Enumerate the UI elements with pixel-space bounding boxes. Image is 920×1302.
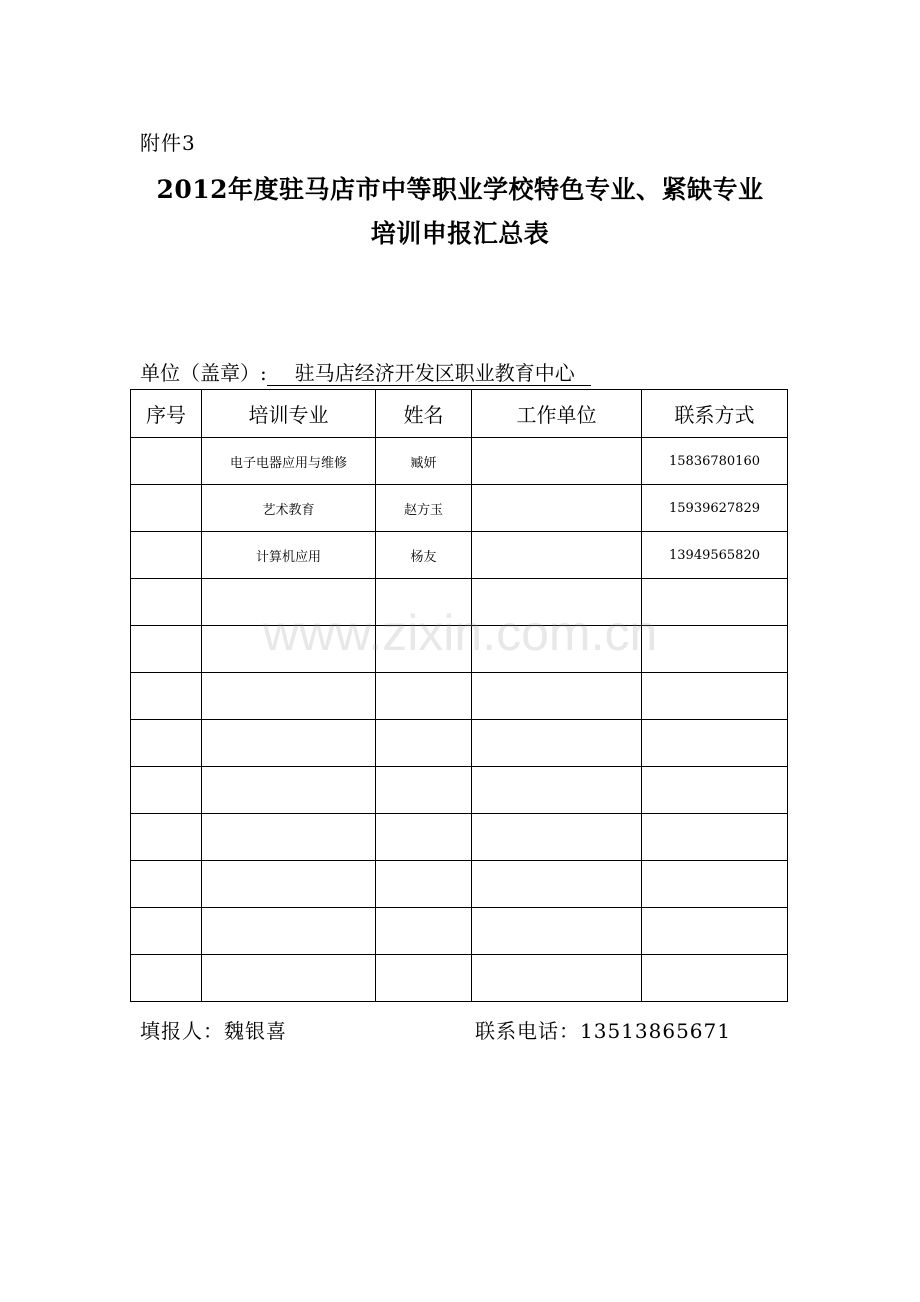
table-row [131,485,788,532]
document-title-line-2: 培训申报汇总表 [370,219,550,248]
watermark: www.zixin.com.cn [262,605,658,661]
cell-training-major: 计算机应用 [202,532,376,579]
table-row [131,579,788,626]
cell-contact [642,955,788,1002]
header-training-major: 培训专业 [202,390,376,438]
contact-phone-label: 联系电话：13513865671 [475,1019,731,1043]
cell-serial-number [131,814,202,861]
cell-name [376,626,472,673]
cell-name [376,720,472,767]
cell-training-major [202,908,376,955]
cell-name [376,861,472,908]
unit-value: 驻马店经济开发区职业教育中心 [267,361,591,386]
cell-serial-number [131,579,202,626]
table-row [131,955,788,1002]
cell-serial-number [131,438,202,485]
cell-training-major [202,814,376,861]
header-contact: 联系方式 [642,390,788,438]
cell-work-unit [472,438,642,485]
cell-training-major: 电子电器应用与维修 [202,438,376,485]
cell-name [376,767,472,814]
cell-work-unit [472,485,642,532]
cell-name [376,814,472,861]
cell-work-unit [472,532,642,579]
cell-contact: 15836780160 [642,438,788,485]
cell-serial-number [131,767,202,814]
unit-line [140,357,591,386]
cell-work-unit [472,767,642,814]
cell-serial-number [131,626,202,673]
cell-contact [642,767,788,814]
cell-training-major [202,861,376,908]
cell-contact [642,861,788,908]
table-row [131,532,788,579]
table-row [131,438,788,485]
cell-training-major [202,579,376,626]
cell-contact [642,579,788,626]
table-row [131,673,788,720]
table-row [131,626,788,673]
cell-serial-number [131,673,202,720]
header-serial-number: 序号 [131,390,202,438]
cell-contact [642,814,788,861]
cell-contact [642,673,788,720]
table-row [131,861,788,908]
cell-training-major [202,626,376,673]
cell-training-major [202,720,376,767]
table-body [131,438,788,1002]
summary-table [130,389,788,1002]
cell-name: 赵方玉 [376,485,472,532]
cell-name [376,579,472,626]
cell-name: 臧妍 [376,438,472,485]
cell-work-unit [472,861,642,908]
cell-serial-number [131,720,202,767]
cell-contact: 13949565820 [642,532,788,579]
document-title-line-1: 2012年度驻马店市中等职业学校特色专业、紧缺专业 [156,175,764,204]
cell-contact [642,908,788,955]
attachment-label: 附件3 [140,131,196,155]
cell-contact [642,626,788,673]
cell-serial-number [131,485,202,532]
cell-work-unit [472,814,642,861]
cell-work-unit [472,579,642,626]
cell-serial-number [131,861,202,908]
cell-training-major [202,673,376,720]
table-row [131,908,788,955]
cell-training-major [202,767,376,814]
cell-training-major [202,955,376,1002]
cell-name [376,673,472,720]
header-work-unit: 工作单位 [472,390,642,438]
cell-work-unit [472,720,642,767]
cell-contact: 15939627829 [642,485,788,532]
table-header-row [131,390,788,438]
cell-serial-number [131,908,202,955]
cell-work-unit [472,908,642,955]
cell-training-major: 艺术教育 [202,485,376,532]
table-row [131,767,788,814]
table-row [131,814,788,861]
cell-serial-number [131,955,202,1002]
cell-serial-number [131,532,202,579]
reporter-label: 填报人：魏银喜 [140,1019,287,1043]
cell-work-unit [472,626,642,673]
table-row [131,720,788,767]
cell-work-unit [472,673,642,720]
cell-name [376,955,472,1002]
cell-name: 杨友 [376,532,472,579]
cell-contact [642,720,788,767]
cell-name [376,908,472,955]
unit-label: 单位（盖章）: [140,361,267,385]
header-name: 姓名 [376,390,472,438]
cell-work-unit [472,955,642,1002]
